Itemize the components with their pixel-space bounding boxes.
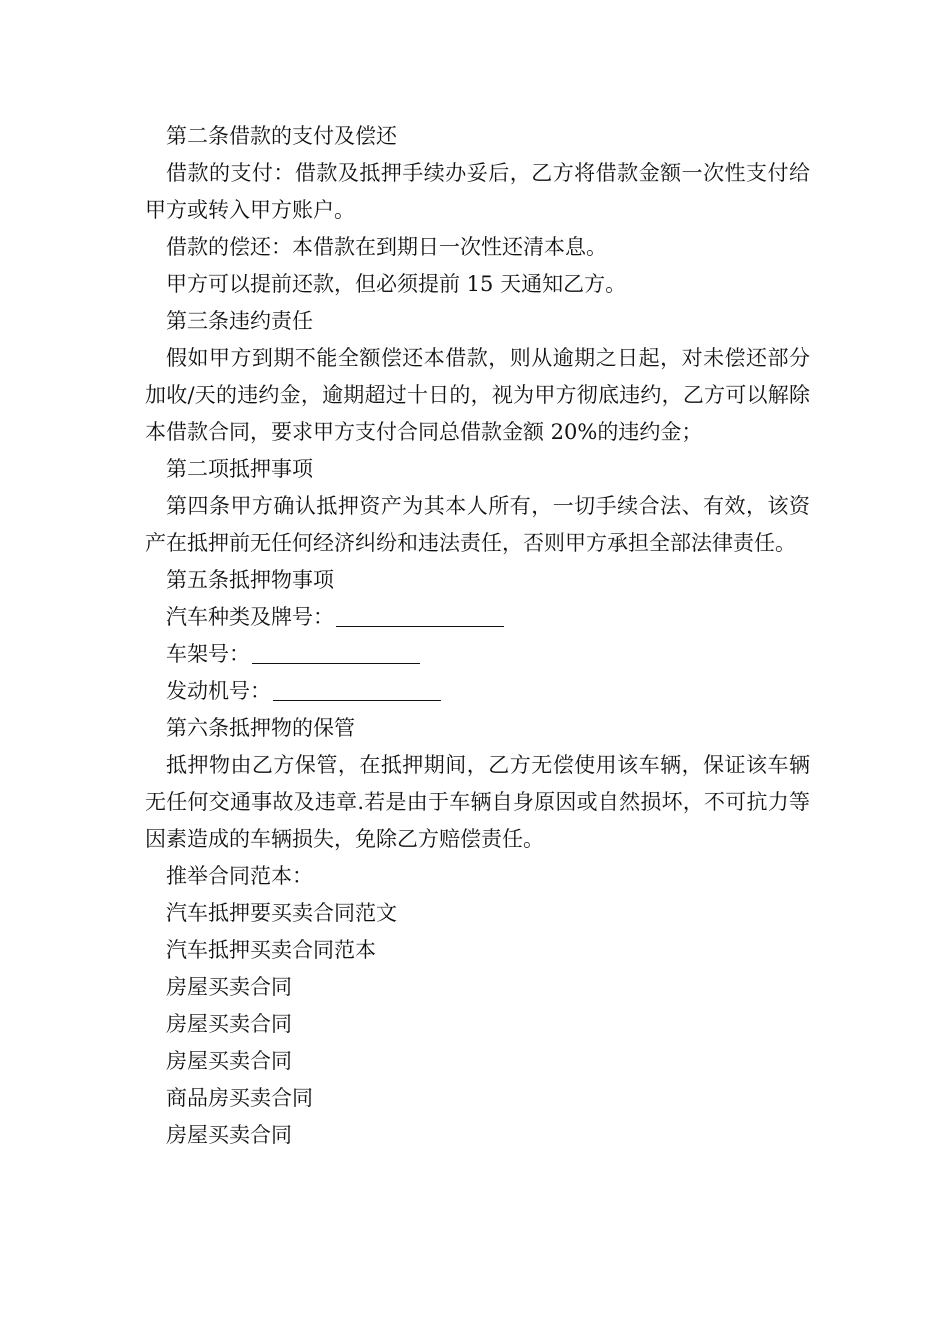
section-heading: 第六条抵押物的保管 <box>166 716 355 740</box>
recommend-item: 房屋买卖合同 <box>166 975 292 999</box>
field-label: 汽车种类及牌号： <box>166 605 334 629</box>
body-paragraph: 甲方可以提前还款，但必须提前 15 天通知乙方。 <box>166 272 627 296</box>
recommend-item: 房屋买卖合同 <box>166 1123 292 1147</box>
recommend-item: 汽车抵押买卖合同范本 <box>166 938 376 962</box>
recommend-item: 房屋买卖合同 <box>166 1012 292 1036</box>
recommend-item: 汽车抵押要买卖合同范文 <box>166 901 397 925</box>
body-paragraph: 第四条甲方确认抵押资产为其本人所有，一切手续合法、有效，该资产在抵押前无任何经济纠纷和违法责任，否则甲方承担全部法律责任。 <box>145 494 810 555</box>
field-label: 车架号： <box>166 642 250 666</box>
section-heading: 第三条违约责任 <box>166 309 313 333</box>
body-paragraph: 假如甲方到期不能全额偿还本借款，则从逾期之日起，对未偿还部分加收/天的违约金，逾期超过十日的，视为甲方彻底违约，乙方可以解除本借款合同，要求甲方支付合同总借款金额 20%的违约金； <box>145 346 810 444</box>
section-heading: 第五条抵押物事项 <box>166 568 334 592</box>
document-page <box>145 118 810 1154</box>
body-paragraph: 借款的支付：借款及抵押手续办妥后，乙方将借款金额一次性支付给甲方或转入甲方账户。 <box>145 161 810 222</box>
field-label: 发动机号： <box>166 679 271 703</box>
blank-line <box>273 676 441 701</box>
body-paragraph: 抵押物由乙方保管，在抵押期间，乙方无偿使用该车辆，保证该车辆无任何交通事故及违章.若是由于车辆自身原因或自然损坏，不可抗力等因素造成的车辆损失，免除乙方赔偿责任。 <box>145 753 810 851</box>
section-heading: 第二项抵押事项 <box>166 457 313 481</box>
recommend-heading: 推举合同范本： <box>166 864 313 888</box>
section-heading: 第二条借款的支付及偿还 <box>166 124 397 148</box>
blank-line <box>252 639 420 664</box>
recommend-item: 房屋买卖合同 <box>166 1049 292 1073</box>
frame-number-field <box>145 636 810 673</box>
engine-number-field <box>145 673 810 710</box>
blank-line <box>336 602 504 627</box>
recommend-item: 商品房买卖合同 <box>166 1086 313 1110</box>
vehicle-type-field <box>145 599 810 636</box>
body-paragraph: 借款的偿还：本借款在到期日一次性还清本息。 <box>166 235 607 259</box>
